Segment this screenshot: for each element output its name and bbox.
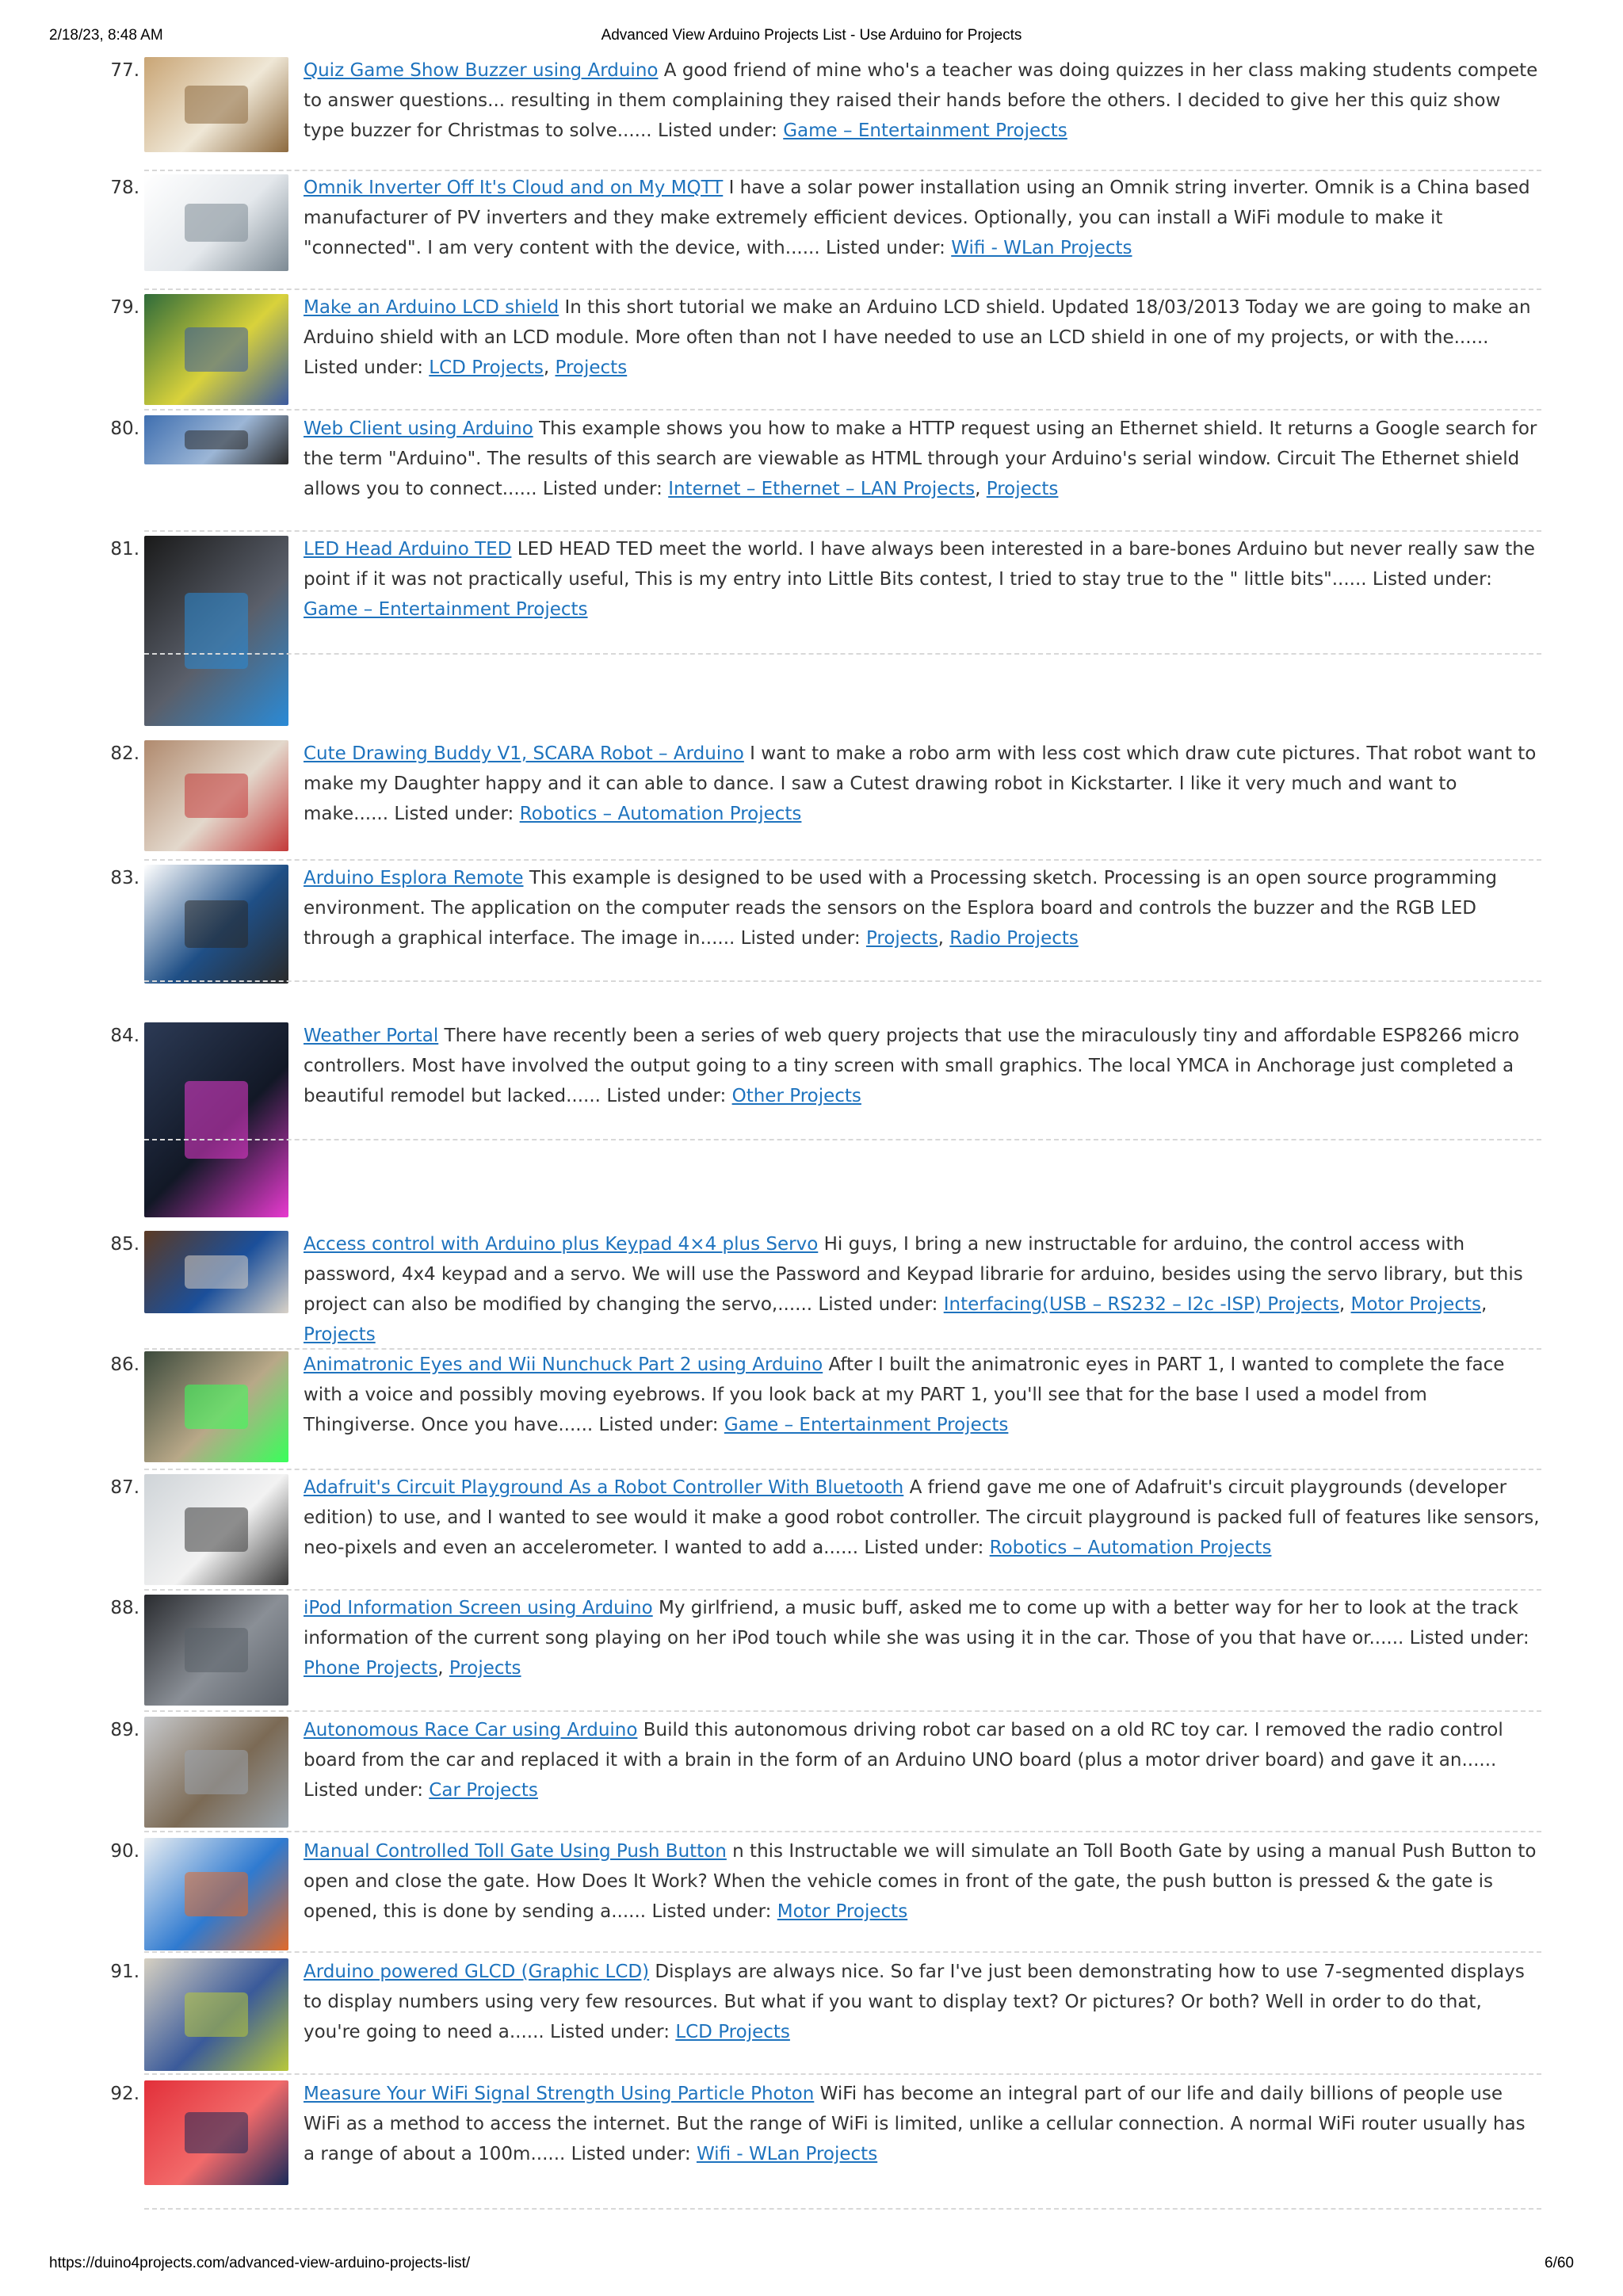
project-thumbnail[interactable] (144, 294, 288, 405)
category-link[interactable]: Game – Entertainment Projects (783, 120, 1067, 141)
item-text (304, 1715, 1541, 1805)
project-thumbnail[interactable] (144, 865, 288, 984)
item-text (304, 1350, 1541, 1440)
category-link[interactable]: Other Projects (731, 1086, 861, 1106)
project-title-link[interactable]: Web Client using Arduino (304, 418, 533, 439)
item-text (304, 1957, 1541, 2047)
project-description: n this Instructable we will simulate an Toll Booth Gate by using a manual Push Button to open and close the gate. How Does It Work? When the vehicle comes in front of the gate, the push button is pressed & the gate is opened, this is done by sending a...... (304, 1841, 1537, 1922)
item-number: 90. (110, 1841, 139, 1862)
item-separator (144, 1831, 1541, 1832)
item-separator (144, 1951, 1541, 1953)
project-description: After I built the animatronic eyes in PART 1, I wanted to complete the face with a voice and possibly moving eyebrows. If you look back at my PART 1, you'll see that for the base I used a model from Thingiverse. Once you have...... (304, 1354, 1505, 1435)
project-description: LED HEAD TED meet the world. I have always been interested in a bare-bones Arduino but never really saw the point if it was not practically useful, This is my entry into Little Bits contest, I tried to stay true to the " little bits"...... (304, 539, 1535, 590)
project-description: I have a solar power installation using an Omnik string inverter. Omnik is a China based manufacturer of PV inverters and they make extremely efficient devices. Optionally, you can install a WiFi module to make it "connected". I am very content with the device, with...... (304, 178, 1530, 258)
listed-under-label: Listed under: (550, 2022, 676, 2042)
item-text (304, 173, 1541, 263)
category-link[interactable]: Wifi - WLan Projects (951, 238, 1132, 258)
project-thumbnail[interactable] (144, 1351, 288, 1462)
category-link[interactable]: Projects (986, 479, 1059, 499)
item-separator (144, 1469, 1541, 1470)
project-thumbnail[interactable] (144, 1595, 288, 1706)
category-link[interactable]: LCD Projects (429, 357, 544, 378)
item-text (304, 1021, 1541, 1111)
item-separator (144, 530, 1541, 532)
project-thumbnail[interactable] (144, 415, 288, 464)
print-footer (0, 2255, 1623, 2279)
category-link[interactable]: Phone Projects (304, 1658, 438, 1679)
item-separator (144, 859, 1541, 861)
project-description: This example is designed to be used with a Processing sketch. Processing is an open source programming environment. The application on the computer reads the sensors on the Esplora board and controls the buzzer and the RGB LED through a graphical interface. The image in...... (304, 868, 1498, 949)
category-link[interactable]: Projects (304, 1324, 376, 1345)
item-separator (144, 409, 1541, 411)
category-link[interactable]: Car Projects (429, 1780, 538, 1801)
project-thumbnail[interactable] (144, 174, 288, 271)
item-number: 78. (110, 178, 139, 198)
item-number: 87. (110, 1477, 139, 1498)
project-title-link[interactable]: Weather Portal (304, 1026, 439, 1046)
project-title-link[interactable]: Arduino powered GLCD (Graphic LCD) (304, 1962, 650, 1982)
project-thumbnail[interactable] (144, 740, 288, 851)
item-text (304, 2079, 1541, 2169)
print-url: https://duino4projects.com/advanced-view-arduino-projects-list/ (49, 2255, 471, 2271)
item-text: Access control with Arduino plus Keypad 4×4 plus Servo Hi guys, I bring a new instructable for arduino, the control access with password, 4x4 keypad and a servo. We will use the Password and Keypad librarie for arduino, besides using the servo library, but this project can also be modified by changing the servo,...... Listed under: Interfacing(USB – RS232 – I2c -ISP) Projects, Motor Projects, Projects (304, 1234, 1523, 1345)
listed-under-label: Listed under: (571, 2144, 697, 2164)
category-link[interactable]: Interfacing(USB – RS232 – I2c -ISP) Projects (943, 1294, 1339, 1315)
listed-under-label: Listed under: (657, 120, 784, 141)
item-separator (144, 1710, 1541, 1712)
listed-under-label: Listed under: (1409, 1628, 1529, 1648)
item-text: Make an Arduino LCD shield In this short tutorial we make an Arduino LCD shield. Updated 18/03/2013 Today we are going to make an Arduino shield with an LCD module. More often than not I have needed to use an LCD shield in one of my projects, or with the...... Listed under: LCD Projects, Projects (304, 297, 1531, 378)
item-separator (144, 288, 1541, 290)
category-link[interactable]: Projects (865, 928, 938, 949)
item-number: 85. (110, 1234, 139, 1255)
item-number: 80. (110, 418, 139, 439)
listed-under-label: Listed under: (394, 804, 520, 824)
project-thumbnail[interactable] (144, 1474, 288, 1585)
item-text (304, 739, 1541, 829)
item-separator (144, 1139, 1541, 1140)
project-title-link[interactable]: Autonomous Race Car using Arduino (304, 1720, 638, 1740)
category-link[interactable]: LCD Projects (675, 2022, 790, 2042)
listed-under-label: Listed under: (304, 1780, 430, 1801)
item-number: 92. (110, 2084, 139, 2104)
category-link[interactable]: Robotics – Automation Projects (989, 1538, 1272, 1558)
project-description: Hi guys, I bring a new instructable for arduino, the control access with password, 4x4 keypad and a servo. We will use the Password and Keypad librarie for arduino, besides using the servo library, but this project can also be modified by changing the servo,...... (304, 1234, 1523, 1315)
print-datetime: 2/18/23, 8:48 AM (49, 27, 163, 44)
project-description: There have recently been a series of web query projects that use the miraculously tiny and affordable ESP8266 micro controllers. Most have involved the output going to a tiny screen with small graphics. The local YMCA in Anchorage just completed a beautiful remodel but lacked...... (304, 1026, 1520, 1106)
item-number: 83. (110, 868, 139, 888)
item-number: 84. (110, 1026, 139, 1046)
project-title-link[interactable]: Adafruit's Circuit Playground As a Robot Controller With Bluetooth (304, 1477, 904, 1498)
project-title-link[interactable]: Measure Your WiFi Signal Strength Using Particle Photon (304, 2084, 815, 2104)
project-description: Displays are always nice. So far I've just been demonstrating how to use 7-segmented displays to display numbers using very few resources. But what if you want to display text? Or pictures? Or both? Well in order to do that, you're going to need a...... (304, 1962, 1525, 2042)
project-description: This example shows you how to make a HTTP request using an Ethernet shield. It returns a Google search for the term "Arduino". The results of this search are viewable as HTML through your Arduino's serial window. Circuit The Ethernet shield allows you to connect...... (304, 418, 1537, 499)
project-description: In this short tutorial we make an Arduino LCD shield. Updated 18/03/2013 Today we are going to make an Arduino shield with an LCD module. More often than not I have needed to use an LCD shield in one of my projects, or with the...... (304, 297, 1531, 348)
item-number: 86. (110, 1354, 139, 1375)
listed-under-label: Listed under: (651, 1901, 777, 1922)
listed-under-label: Listed under: (864, 1538, 990, 1558)
item-text (304, 1473, 1541, 1563)
project-thumbnail[interactable] (144, 1022, 288, 1217)
category-link[interactable]: Internet – Ethernet – LAN Projects (668, 479, 976, 499)
listed-under-label: Listed under: (825, 238, 952, 258)
category-link[interactable]: Motor Projects (1350, 1294, 1481, 1315)
project-title-link[interactable]: Make an Arduino LCD shield (304, 297, 559, 318)
category-link[interactable]: Projects (555, 357, 628, 378)
print-page-number: 6/60 (1545, 2255, 1574, 2271)
item-number: 81. (110, 539, 139, 560)
item-number: 77. (110, 60, 139, 81)
item-text (304, 55, 1541, 146)
project-description: Build this autonomous driving robot car based on a old RC toy car. I removed the radio control board from the car and replaced it with a brain in the form of an Arduino UNO board (plus a motor driver board) and gave it an...... (304, 1720, 1503, 1771)
listed-under-label: Listed under: (606, 1086, 732, 1106)
project-thumbnail[interactable] (144, 1838, 288, 1950)
project-title-link[interactable]: Arduino Esplora Remote (304, 868, 524, 888)
category-link[interactable]: Radio Projects (949, 928, 1079, 949)
listed-under-label: Listed under: (1372, 569, 1492, 590)
project-description: A good friend of mine who's a teacher was doing quizzes in her class making students compete to answer questions... resulting in them complaining they raised their hands before the others. I decided to give her this quiz show type buzzer for Christmas to solve...... (304, 60, 1538, 141)
project-thumbnail[interactable] (144, 536, 288, 726)
project-title-link[interactable]: Access control with Arduino plus Keypad 4×4 plus Servo (304, 1234, 819, 1255)
project-thumbnail[interactable] (144, 1717, 288, 1828)
item-separator (144, 1589, 1541, 1591)
item-separator (144, 2073, 1541, 2075)
item-separator (144, 2208, 1541, 2210)
listed-under-label: Listed under: (598, 1415, 724, 1435)
item-text: Web Client using Arduino This example shows you how to make a HTTP request using an Ethernet shield. It returns a Google search for the term "Arduino". The results of this search are viewable as HTML through your Arduino's serial window. Circuit The Ethernet shield allows you to connect...... Listed under: Internet – Ethernet – LAN Projects, Projects (304, 418, 1537, 499)
category-link[interactable]: Wifi - WLan Projects (696, 2144, 878, 2164)
project-title-link[interactable]: Omnik Inverter Off It's Cloud and on My MQTT (304, 178, 724, 198)
project-title-link[interactable]: Manual Controlled Toll Gate Using Push Button (304, 1841, 727, 1862)
item-number: 88. (110, 1598, 139, 1618)
item-separator (144, 170, 1541, 171)
project-description: A friend gave me one of Adafruit's circuit playgrounds (developer edition) to use, and I wanted to see would it make a good robot controller. The circuit playground is packed full of features like sensors, neo-pixels and even an accelerometer. I wanted to add a...... (304, 1477, 1540, 1558)
project-title-link[interactable]: Cute Drawing Buddy V1, SCARA Robot – Arduino (304, 743, 744, 764)
item-text: iPod Information Screen using Arduino My girlfriend, a music buff, asked me to come up with a better way for her to look at the track information of the current song playing on her iPod touch while she was using it in the car. Those of you that have or...... Listed under: Phone Projects, Projects (304, 1598, 1529, 1679)
item-number: 89. (110, 1720, 139, 1740)
item-separator (144, 980, 1541, 982)
project-title-link[interactable]: Quiz Game Show Buzzer using Arduino (304, 60, 659, 81)
project-description: WiFi has become an integral part of our life and daily billions of people use WiFi as a method to access the internet. But the range of WiFi is limited, unlike a cellular connection. A normal WiFi router usually has a range of about a 100m...... (304, 2084, 1526, 2164)
listed-under-label: Listed under: (740, 928, 866, 949)
print-page-title: Advanced View Arduino Projects List - Use Arduino for Projects (601, 27, 1022, 44)
project-description: My girlfriend, a music buff, asked me to come up with a better way for her to look at the track information of the current song playing on her iPod touch while she was using it in the car. Those of you that have or...... (304, 1598, 1518, 1648)
listed-under-label: Listed under: (542, 479, 669, 499)
item-number: 79. (110, 297, 139, 318)
listed-under-label: Listed under: (818, 1294, 944, 1315)
item-number: 82. (110, 743, 139, 764)
category-link[interactable]: Projects (449, 1658, 521, 1679)
category-link[interactable]: Robotics – Automation Projects (519, 804, 802, 824)
listed-under-label: Listed under: (304, 357, 430, 378)
item-text: Arduino Esplora Remote This example is designed to be used with a Processing sketch. Processing is an open source programming environment. The application on the computer reads the sensors on the Esplora board and controls the buzzer and the RGB LED through a graphical interface. The image in...... Listed under: Projects, Radio Projects (304, 868, 1498, 949)
project-title-link[interactable]: Animatronic Eyes and Wii Nunchuck Part 2 using Arduino (304, 1354, 823, 1375)
project-thumbnail[interactable] (144, 57, 288, 152)
project-thumbnail[interactable] (144, 2080, 288, 2185)
item-text (304, 534, 1541, 625)
print-header (0, 27, 1623, 51)
project-description: I want to make a robo arm with less cost which draw cute pictures. That robot want to make my Daughter happy and it can able to dance. I saw a Cutest drawing robot in Kickstarter. I like it very much and want to make...... (304, 743, 1537, 824)
category-link[interactable]: Motor Projects (777, 1901, 908, 1922)
category-link[interactable]: Game – Entertainment Projects (304, 599, 588, 620)
category-link[interactable]: Game – Entertainment Projects (724, 1415, 1009, 1435)
item-number: 91. (110, 1962, 139, 1982)
project-thumbnail[interactable] (144, 1231, 288, 1313)
project-title-link[interactable]: iPod Information Screen using Arduino (304, 1598, 653, 1618)
project-thumbnail[interactable] (144, 1958, 288, 2071)
item-separator (144, 653, 1541, 655)
item-text (304, 1836, 1541, 1927)
project-title-link[interactable]: LED Head Arduino TED (304, 539, 512, 560)
